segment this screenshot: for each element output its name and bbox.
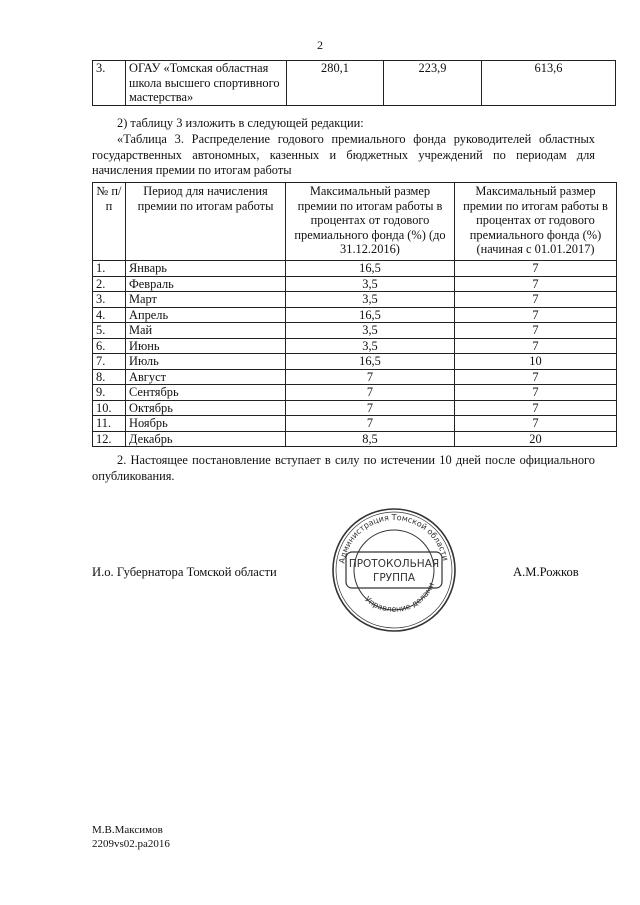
- row-number: 11.: [93, 416, 126, 432]
- stamp-center-line-1: ПРОТОКОЛЬНАЯ: [348, 558, 440, 570]
- value-from-2017: 10: [455, 354, 617, 370]
- period-month: Апрель: [126, 307, 286, 323]
- value-from-2017: 7: [455, 323, 617, 339]
- table-body: [93, 261, 617, 447]
- value-from-2017: 20: [455, 431, 617, 447]
- row-number: 4.: [93, 307, 126, 323]
- row-number: 6.: [93, 338, 126, 354]
- row-number: 3.: [93, 61, 126, 106]
- value-from-2017: 7: [455, 369, 617, 385]
- period-month: Май: [126, 323, 286, 339]
- value-until-2016: 3,5: [286, 323, 455, 339]
- row-number: 5.: [93, 323, 126, 339]
- top-table: [92, 60, 616, 106]
- value-until-2016: 3,5: [286, 292, 455, 308]
- official-stamp: [330, 506, 458, 634]
- value-until-2016: 7: [286, 385, 455, 401]
- svg-text:Управление делами: [363, 581, 436, 614]
- header-period: Период для начисления премии по итогам работы: [126, 183, 286, 261]
- table-row: [93, 400, 617, 416]
- value-from-2017: 7: [455, 276, 617, 292]
- paragraph-effective-date: 2. Настоящее постановление вступает в силу по истечении 10 дней после официального опубликования.: [92, 453, 595, 483]
- value-until-2016: 8,5: [286, 431, 455, 447]
- table-row: [93, 416, 617, 432]
- organization-name: ОГАУ «Томская областная школа высшего спортивного мастерства»: [126, 61, 287, 106]
- table-row: [93, 385, 617, 401]
- row-number: 2.: [93, 276, 126, 292]
- table-row: [93, 369, 617, 385]
- value-until-2016: 16,5: [286, 354, 455, 370]
- page-number: 2: [317, 38, 323, 52]
- table-row: [93, 276, 617, 292]
- row-number: 12.: [93, 431, 126, 447]
- period-month: Февраль: [126, 276, 286, 292]
- value-until-2016: 7: [286, 400, 455, 416]
- value-from-2017: 7: [455, 400, 617, 416]
- signatory-position: И.о. Губернатора Томской области: [92, 565, 277, 579]
- row-number: 10.: [93, 400, 126, 416]
- value-from-2017: 7: [455, 385, 617, 401]
- period-month: Декабрь: [126, 431, 286, 447]
- value-from-2017: 7: [455, 261, 617, 277]
- period-month: Август: [126, 369, 286, 385]
- value-until-2016: 7: [286, 416, 455, 432]
- period-month: Октябрь: [126, 400, 286, 416]
- table-row: [93, 261, 617, 277]
- row-number: 8.: [93, 369, 126, 385]
- value-from-2017: 7: [455, 416, 617, 432]
- footer: [92, 823, 170, 851]
- row-number: 9.: [93, 385, 126, 401]
- header-number: № п/п: [93, 183, 126, 261]
- table-header-row: [93, 183, 617, 261]
- value-cell: 613,6: [482, 61, 616, 106]
- signatory-name: А.М.Рожков: [513, 565, 579, 579]
- header-max-until-2016: Максимальный размер премии по итогам работы в процентах от годового премиального фонда (%) (до 31.12.2016): [286, 183, 455, 261]
- row-number: 3.: [93, 292, 126, 308]
- value-cell: 223,9: [384, 61, 482, 106]
- value-from-2017: 7: [455, 292, 617, 308]
- table-row: [93, 354, 617, 370]
- table-row: [93, 323, 617, 339]
- value-until-2016: 16,5: [286, 307, 455, 323]
- period-month: Март: [126, 292, 286, 308]
- value-until-2016: 7: [286, 369, 455, 385]
- svg-text:Администрация Томской области: [337, 513, 450, 564]
- bonus-distribution-table: [92, 182, 617, 447]
- value-cell: 280,1: [287, 61, 384, 106]
- value-from-2017: 7: [455, 307, 617, 323]
- table-row: [93, 338, 617, 354]
- header-max-from-2017: Максимальный размер премии по итогам работы в процентах от годового премиального фонда (%) (начиная с 01.01.2017): [455, 183, 617, 261]
- value-until-2016: 3,5: [286, 276, 455, 292]
- footer-doc-code: 2209vs02.pa2016: [92, 838, 170, 850]
- table-row: [93, 61, 616, 106]
- period-month: Январь: [126, 261, 286, 277]
- stamp-center-line-2: ГРУППА: [372, 572, 416, 584]
- table-row: [93, 431, 617, 447]
- table-row: [93, 292, 617, 308]
- value-from-2017: 7: [455, 338, 617, 354]
- period-month: Июнь: [126, 338, 286, 354]
- period-month: Сентябрь: [126, 385, 286, 401]
- table-title: «Таблица 3. Распределение годового премиального фонда руководителей областных государственных автономных, казенных и бюджетных учреждений по периодам для начисления премии по итогам работы: [92, 132, 595, 177]
- stamp-outer-top-text: Администрация Томской области: [337, 512, 451, 565]
- period-month: Ноябрь: [126, 416, 286, 432]
- value-until-2016: 16,5: [286, 261, 455, 277]
- stamp-outer-bottom-text: Управление делами: [363, 581, 437, 614]
- row-number: 1.: [93, 261, 126, 277]
- paragraph-item-2: 2) таблицу 3 изложить в следующей редакции:: [117, 116, 364, 130]
- row-number: 7.: [93, 354, 126, 370]
- footer-author: М.В.Максимов: [92, 824, 163, 836]
- period-month: Июль: [126, 354, 286, 370]
- table-row: [93, 307, 617, 323]
- value-until-2016: 3,5: [286, 338, 455, 354]
